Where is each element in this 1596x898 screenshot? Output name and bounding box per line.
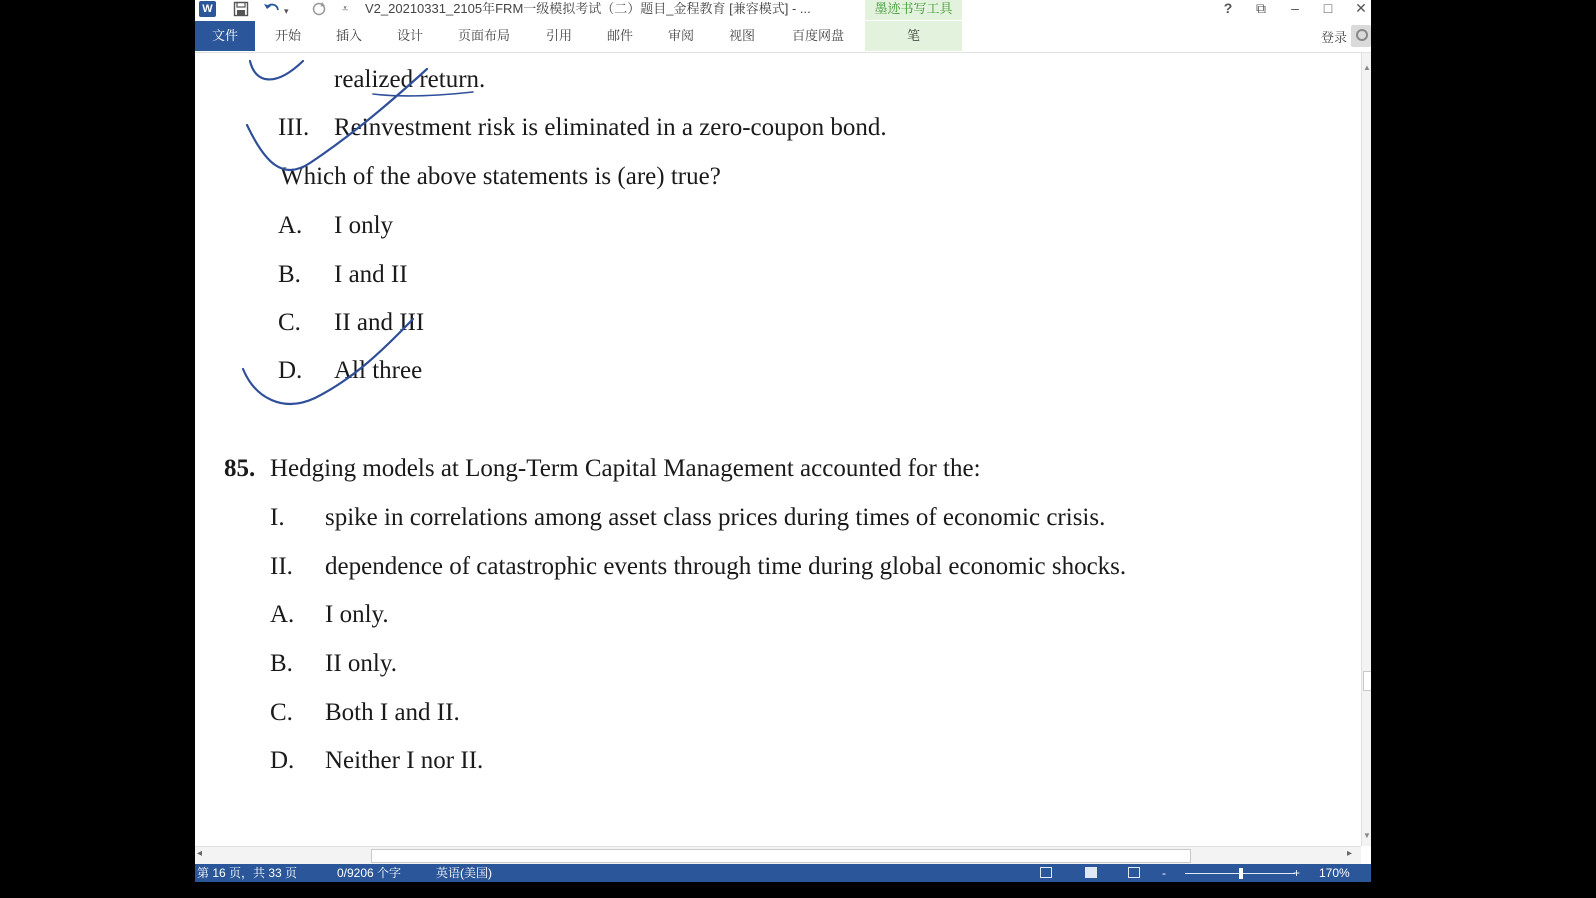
customize-toolbar-icon[interactable]: ⩡ (342, 3, 349, 15)
undo-icon[interactable] (263, 1, 281, 17)
login-link[interactable]: 登录 (1320, 30, 1347, 45)
q85-option-b-letter: B. (270, 650, 293, 677)
q84-option-b-text: I and II (334, 261, 408, 288)
scroll-down-icon[interactable]: ▼ (1363, 831, 1371, 840)
word-count[interactable]: 0/9206 个字 (337, 866, 402, 880)
tab-design[interactable]: 设计 (396, 28, 423, 43)
page-count[interactable]: 第 16 页，共 33 页 (197, 866, 298, 880)
vertical-scrollbar-thumb[interactable] (1363, 671, 1371, 691)
tab-references[interactable]: 引用 (545, 28, 572, 43)
print-layout-icon[interactable] (1085, 867, 1097, 878)
q85-option-b-text: II only. (325, 650, 397, 677)
read-mode-icon[interactable] (1040, 867, 1052, 878)
zoom-out-button[interactable]: - (1162, 866, 1166, 880)
q85-statement-2-text: dependence of catastrophic events through time during global economic shocks. (325, 553, 1127, 580)
q84-statement-3-text: Reinvestment risk is eliminated in a zero-coupon bond. (334, 114, 887, 141)
tab-page-layout[interactable]: 页面布局 (457, 28, 510, 43)
zoom-in-button[interactable]: + (1293, 866, 1301, 880)
close-button[interactable]: ✕ (1355, 0, 1367, 16)
language-indicator[interactable]: 英语(美国) (436, 866, 492, 880)
ink-checkmark-top (250, 61, 303, 79)
tab-mailings[interactable]: 邮件 (606, 28, 633, 43)
q85-option-a-letter: A. (270, 601, 295, 628)
q84-option-c-letter: C. (278, 309, 301, 336)
scroll-up-icon[interactable]: ▲ (1363, 63, 1371, 72)
help-button[interactable]: ? (1223, 0, 1233, 16)
q85-statement-1-text: spike in correlations among asset class prices during times of economic crisis. (325, 504, 1106, 531)
title-bar (195, 0, 1371, 20)
save-icon[interactable] (233, 1, 249, 17)
q85-option-d-letter: D. (270, 747, 295, 774)
q84-option-d-letter: D. (278, 357, 303, 384)
q84-option-c-text: II and III (334, 309, 425, 336)
q85-option-a-text: I only. (325, 601, 389, 628)
redo-icon[interactable] (311, 1, 327, 17)
maximize-button[interactable]: □ (1323, 0, 1333, 16)
tab-baidu-netdisk[interactable]: 百度网盘 (791, 28, 844, 43)
q85-option-c-letter: C. (270, 699, 293, 726)
q84-option-a-text: I only (334, 212, 394, 239)
document-page[interactable] (195, 53, 1361, 846)
q85-stem: Hedging models at Long-Term Capital Management accounted for the: (270, 455, 981, 482)
tab-file[interactable]: 文件 (195, 21, 255, 51)
word-app-icon[interactable]: W (199, 1, 216, 17)
undo-dropdown-icon[interactable]: ▾ (284, 6, 289, 16)
tab-review[interactable]: 审阅 (667, 28, 694, 43)
document-title: V2_20210331_2105年FRM一级模拟考试（二）题目_金程教育 [兼容模式] - ... (365, 1, 811, 16)
q85-statement-1-number: I. (270, 504, 285, 531)
q85-option-c-text: Both I and II. (325, 699, 460, 726)
zoom-level[interactable]: 170% (1319, 866, 1350, 880)
horizontal-scrollbar-thumb[interactable] (371, 849, 1191, 863)
q84-option-a-letter: A. (278, 212, 303, 239)
horizontal-scrollbar[interactable] (195, 846, 1361, 864)
scroll-left-icon[interactable]: ◂ (197, 848, 203, 859)
q84-option-d-text: All three (334, 357, 423, 384)
q85-statement-2-number: II. (270, 553, 293, 580)
q84-option-b-letter: B. (278, 261, 301, 288)
minimize-button[interactable]: – (1291, 0, 1299, 16)
ribbon-tab-bar (195, 21, 1371, 53)
ribbon-display-options-button[interactable]: ⧉ (1256, 0, 1266, 16)
user-avatar-icon[interactable] (1351, 25, 1371, 47)
status-bar (195, 864, 1371, 882)
web-layout-icon[interactable] (1128, 867, 1140, 878)
zoom-slider-handle[interactable] (1239, 868, 1243, 879)
word-window (195, 0, 1371, 882)
ink-tools-contextual-label: 墨迹书写工具 (865, 0, 962, 20)
q84-statement-3-number: III. (278, 114, 310, 141)
tab-view[interactable]: 视图 (728, 28, 755, 43)
tab-insert[interactable]: 插入 (335, 28, 362, 43)
q84-question: Which of the above statements is (are) true? (280, 163, 721, 190)
q84-continuation-line: realized return. (334, 66, 486, 93)
tab-pen[interactable]: 笔 (865, 21, 962, 51)
q85-option-d-text: Neither I nor II. (325, 747, 484, 774)
tab-home[interactable]: 开始 (274, 28, 301, 43)
scroll-right-icon[interactable]: ▸ (1347, 848, 1353, 859)
vertical-scrollbar[interactable] (1361, 53, 1371, 846)
q85-number: 85. (224, 455, 256, 482)
